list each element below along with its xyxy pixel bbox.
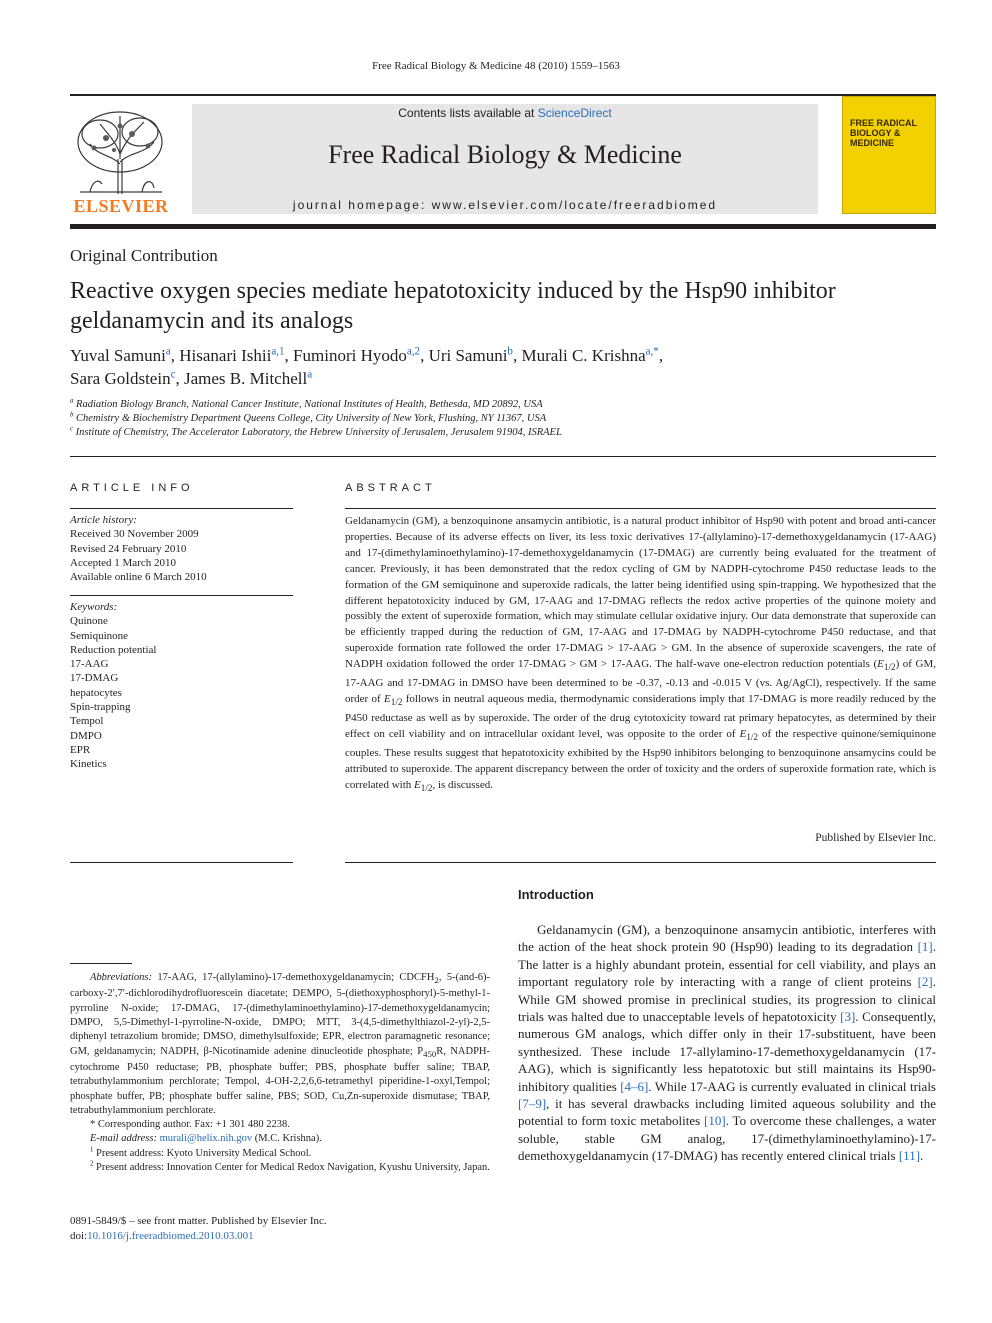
keyword-item: Semiquinone	[70, 629, 129, 642]
history-item: Accepted 1 March 2010	[70, 556, 176, 569]
intro-text: . To overcome these challenges, a water soluble, stable GM analog, 17-(dimethylaminoethylamino)-17-demethoxygeldanamycin (17-DMAG) has recently entered clinical trials	[518, 1113, 937, 1164]
footnote-text: Present address: Kyoto University Medical School.	[96, 1147, 312, 1159]
history-label: Article history:	[70, 514, 137, 526]
affiliation-item	[70, 426, 936, 440]
author-affil-mark[interactable]: a,2	[406, 345, 421, 358]
history-rule	[70, 595, 293, 596]
abstract-text: Geldanamycin (GM), a benzoquinone ansamycin antibiotic, is a natural product inhibitor of Hsp90 with potent and broad anti-cancer properties. Because of its adverse effects on liver, its less toxic derivatives 17-(allylamino)-17-demethoxygeldanamycin (17-AAG) and 17-(dimethylaminoethylamino)-17-demethoxygeldanamycin (17-DMAG) are currently being evaluated for the treatment of cancer. Previously, it has been demonstrated that the redox cycling of GM by NADPH-cytochrome P450 reductase leads to the formation of the GM semiquinone and superoxide radicals, the latter being identified using spin-trapping. We hypothesized that the different hepatotoxicity induced by GM, 17-AAG and 17-DMAG reflects the redox active properties of the quinone moiety and possibly the extent of superoxide formation, which may stimulate cellular oxidative injury. Our data demonstrate that superoxide can be efficiently trapped during the reduction of GM, 17-AAG and 17-DMAG by NADPH-cytochrome P450 reductase, and that superoxide formation rate followed the order 17-DMAG > 17-AAG > GM. In the absence of superoxide scavengers, the rate of NADPH oxidation followed the order 17-DMAG > GM > 17-AAG. The half-wave one-electron reduction potentials (	[345, 515, 936, 671]
contents-prefix: Contents lists available at	[398, 106, 535, 120]
header-top-rule	[70, 94, 936, 96]
article-info-heading: ARTICLE INFO	[70, 482, 194, 494]
footnote-mark: 2	[90, 1160, 94, 1168]
reference-link[interactable]: [3]	[840, 1009, 856, 1025]
abbreviations-text: R, NADPH-cytochrome P450 reductase; PB, phosphate buffer; PBS, phosphate buffer saline; TBAP, tetrabuthylammonium perchlorate; Tempol, 4-OH-2,2,6,6-tetramethyl piperidine-1-oxyl,Tempol; phosphate buffer, PB; phosphate buffer saline, PBS; SOD, Cu,Zn-superoxide dismutase; TBAP, tetrabuthylammonium perchlorate.	[70, 1045, 490, 1116]
introduction-body	[518, 921, 936, 1165]
footnote-1	[70, 1147, 490, 1161]
abstract-text: ) of GM, 17-AAG and 17-DMAG in DMSO have been determined to be -0.37, -0.13 and -0.015 V (vs. Ag/AgCl), respectively. If the same order of	[345, 658, 936, 706]
article-info-rule	[70, 508, 293, 509]
published-by: Published by Elsevier Inc.	[815, 832, 936, 844]
keyword-item: Kinetics	[70, 758, 107, 771]
intro-text: . The latter is a highly abundant protein, essential for cell viability, and plays an important regulatory role by interacting with a range of client proteins	[518, 939, 936, 990]
author-name[interactable]: James B. Mitchell	[183, 369, 308, 388]
keyword-item: Tempol	[70, 715, 104, 728]
abbreviations-label: Abbreviations:	[90, 972, 153, 983]
reference-link[interactable]: [1]	[917, 939, 933, 955]
keyword-item: 17-DMAG	[70, 672, 119, 685]
intro-text: Geldanamycin (GM), a benzoquinone ansamycin antibiotic, interferes with the action of the heat shock protein 90 (Hsp90) leading to its degradation	[518, 922, 936, 955]
footnote-2	[70, 1161, 490, 1175]
abstract-text: follows in neutral aqueous media, thermodynamic considerations imply that 17-DMAG is more readily reduced by the P450 reductase as well as by superoxide. The order of the drug cytotoxicity toward rat primary hepatocytes, as determined by their effect on cell viability and on intracellular oxidant level, was opposite to the order of	[345, 693, 937, 741]
left-bottom-rule	[70, 862, 293, 863]
author-affil-mark[interactable]: c	[170, 368, 176, 381]
article-history	[70, 513, 293, 584]
right-bottom-rule	[345, 862, 936, 863]
abstract-heading: ABSTRACT	[345, 482, 436, 494]
elsevier-wordmark: ELSEVIER	[73, 196, 169, 216]
abstract-body	[345, 514, 936, 797]
introduction-heading: Introduction	[518, 887, 594, 902]
abbreviations-text: 17-AAG, 17-(allylamino)-17-demethoxygeldanamycin; CDCFH	[152, 972, 435, 983]
doi-link[interactable]: 10.1016/j.freeradbiomed.2010.03.001	[87, 1229, 254, 1242]
keyword-item: EPR	[70, 743, 91, 756]
author-separator: ,	[658, 346, 664, 365]
keyword-item: Reduction potential	[70, 643, 157, 656]
section-type: Original Contribution	[70, 246, 218, 265]
author-list	[70, 344, 936, 390]
e-half-symbol: E	[877, 658, 884, 671]
corresponding-text: Corresponding author. Fax: +1 301 480 2238.	[97, 1119, 290, 1131]
keyword-item: DMPO	[70, 729, 102, 742]
author-name[interactable]: Murali C. Krishna	[521, 346, 646, 365]
keyword-item: Spin-trapping	[70, 701, 131, 714]
intro-text: . While GM showed promise in preclinical studies, its progression to clinical trials was halted due to unacceptable levels of hepatotoxicity	[518, 974, 936, 1025]
intro-text: . While 17-AAG is currently evaluated in clinical trials	[648, 1078, 936, 1094]
email-link[interactable]: murali@helix.nih.gov	[159, 1133, 253, 1145]
affiliation-item	[70, 412, 936, 426]
footnote-rule	[70, 963, 132, 964]
abbreviations-subscript: 450	[423, 1048, 437, 1059]
author-name[interactable]: Hisanari Ishii	[179, 346, 272, 365]
author-separator: ,	[170, 346, 180, 365]
email-label: E-mail address:	[90, 1133, 157, 1145]
sciencedirect-link[interactable]: ScienceDirect	[537, 106, 612, 120]
e-half-symbol: E	[739, 728, 747, 741]
e-half-subscript: 1/2	[420, 783, 433, 794]
author-name[interactable]: Uri Samuni	[428, 346, 508, 365]
author-affil-mark[interactable]: b	[507, 345, 513, 358]
email-suffix: (M.C. Krishna).	[252, 1133, 322, 1145]
keyword-item: hepatocytes	[70, 686, 122, 699]
affiliation-mark: a	[70, 397, 74, 405]
doi-line	[70, 1229, 490, 1244]
keywords-label: Keywords:	[70, 601, 118, 613]
abstract-rule	[345, 508, 936, 509]
footnote-mark: *	[90, 1119, 96, 1131]
history-item: Revised 24 February 2010	[70, 542, 187, 555]
affiliations	[70, 398, 936, 440]
issn-line: 0891-5849/$ – see front matter. Published by Elsevier Inc.	[70, 1215, 327, 1227]
intro-text: .	[920, 1148, 924, 1164]
history-item: Available online 6 March 2010	[70, 571, 207, 584]
abbreviations-subscript: 2	[434, 975, 439, 986]
email-footnote	[70, 1132, 490, 1146]
abstract-text: , is discussed.	[432, 779, 493, 792]
contents-line	[192, 106, 818, 120]
abbreviations-text: , 5-(and-6)-carboxy-2′,7′-dichlorodihydrofluorescein diacetate; DEMPO, 5-(diethoxyphosphoryl)-5-methyl-1-pyrroline N-oxide; 17-DMAG, 17-(dimethylaminoethylamino)-17-demethoxygeldanamycin; DMPO, 5,5-Dimethyl-1-pyrroline-N-oxide, DMPO; MTT, 3-(4,5-dimethylthiazol-2-yl)-2,5-diphenyl tetrazolium bromide; DMSO, dimethylsulfoxide; EPR, electron paramagnetic resonance; GM, geldanamycin; NADPH, β-Nicotinamide adenine dinucleotide phosphate; P	[70, 972, 490, 1057]
abstract-text: of the respective quinone/semiquinone couples. These results suggest that hepatotoxicity exhibited by the Hsp90 inhibitors belonging to benzoquinone ansamycins could be attributed to superoxide. The apparent discrepancy between the order of toxicity and the orders of superoxide formation rate, which is correlated with	[345, 728, 936, 792]
author-separator: ,	[512, 346, 522, 365]
journal-cover-thumbnail	[842, 96, 936, 214]
keyword-item: 17-AAG	[70, 658, 109, 671]
affiliation-item	[70, 398, 936, 412]
author-separator: ,	[175, 369, 184, 388]
reference-link[interactable]: [7–9]	[518, 1096, 547, 1112]
e-half-subscript: 1/2	[883, 662, 896, 673]
journal-citation: Free Radical Biology & Medicine 48 (2010) 1559–1563	[372, 60, 620, 72]
affiliations-rule	[70, 456, 936, 457]
footnote-mark: 1	[90, 1146, 94, 1154]
author-affil-mark[interactable]: a,1	[271, 345, 285, 358]
header-bottom-rule	[70, 224, 936, 229]
affiliation-text: Chemistry & Biochemistry Department Queens College, City University of New York, Flushing, NY 11367, USA	[76, 413, 547, 424]
intro-text: , it has several drawbacks including limited aqueous solubility and the potential to form toxic metabolites	[518, 1096, 936, 1129]
e-half-symbol: E	[414, 779, 421, 792]
keywords	[70, 600, 293, 772]
author-affil-mark[interactable]: a	[165, 345, 171, 358]
footnote-text: Present address: Innovation Center for Medical Redox Navigation, Kyushu University, Japan.	[96, 1162, 490, 1174]
author-affil-mark[interactable]: a	[307, 368, 313, 381]
affiliation-mark: b	[70, 411, 74, 419]
keyword-item: Quinone	[70, 615, 108, 628]
e-half-subscript: 1/2	[746, 732, 759, 743]
journal-homepage[interactable]: journal homepage: www.elsevier.com/locate/freeradbiomed	[292, 198, 718, 212]
reference-link[interactable]: [11]	[898, 1148, 921, 1164]
reference-link[interactable]: [10]	[704, 1113, 726, 1129]
affiliation-text: Radiation Biology Branch, National Cancer Institute, National Institutes of Health, Bethesda, MD 20892, USA	[76, 399, 543, 410]
footnotes	[70, 971, 490, 1175]
reference-link[interactable]: [2]	[917, 974, 933, 990]
intro-text: . Consequently, numerous GM analogs, which differ only in their 17-substituent, have been synthesized. These include 17-allylamino-17-demethoxygeldanamycin (17-AAG), which is significantly less hepatotoxic but still maintains its Hsp90-inhibitory qualities	[518, 1009, 936, 1094]
front-matter	[70, 1214, 490, 1243]
journal-name: Free Radical Biology & Medicine	[328, 140, 682, 169]
author-name[interactable]: Sara Goldstein	[70, 369, 171, 388]
affiliation-text: Institute of Chemistry, The Accelerator Laboratory, the Hebrew University of Jerusalem, Jerusalem 91904, ISRAEL	[75, 427, 562, 438]
e-half-symbol: E	[384, 693, 391, 706]
author-separator: ,	[284, 346, 294, 365]
introduction-paragraph	[518, 921, 936, 1165]
e-half-subscript: 1/2	[390, 697, 403, 708]
affiliation-mark: c	[70, 425, 74, 433]
article-title: Reactive oxygen species mediate hepatotoxicity induced by the Hsp90 inhibitor geldanamycin and its analogs	[70, 278, 836, 334]
abbreviations-footnote	[70, 971, 490, 1118]
author-affil-mark[interactable]: a,*	[645, 345, 659, 358]
corresponding-author-footnote	[70, 1118, 490, 1132]
doi-prefix: doi:	[70, 1229, 88, 1242]
author-separator: ,	[420, 346, 429, 365]
history-item: Received 30 November 2009	[70, 528, 199, 541]
author-name[interactable]: Yuval Samuni	[70, 346, 166, 365]
cover-title: FREE RADICAL BIOLOGY & MEDICINE	[850, 118, 917, 148]
author-name[interactable]: Fuminori Hyodo	[293, 346, 407, 365]
reference-link[interactable]: [4–6]	[620, 1078, 649, 1094]
